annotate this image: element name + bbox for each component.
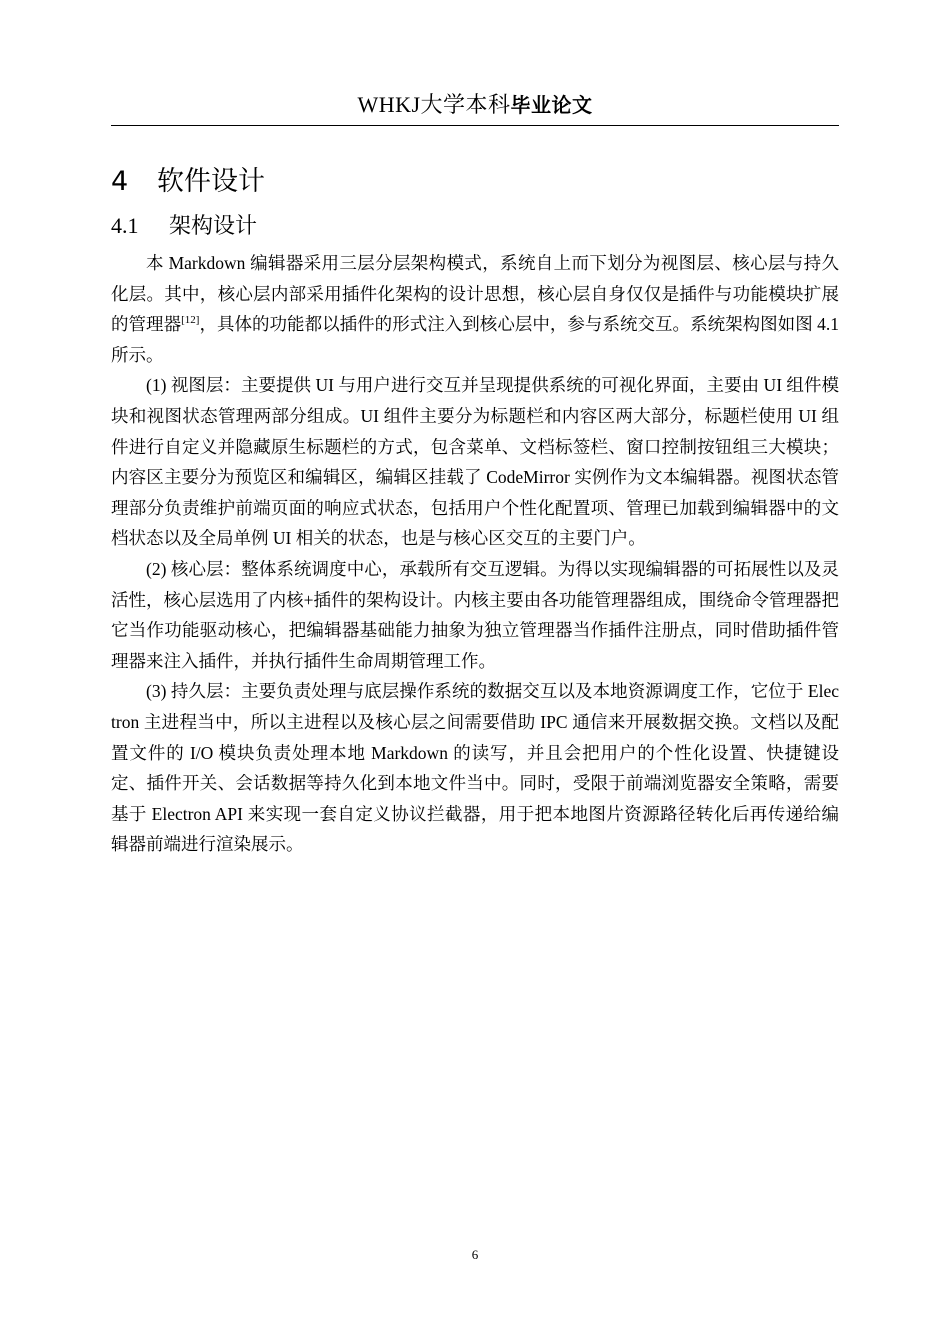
citation-reference: [12]	[181, 314, 200, 327]
paragraph-intro-text: 本 Markdown 编辑器采用三层分层架构模式，系统自上而下划分为视图层、核心层与持久化层。其中，核心层内部采用插件化架构的设计思想，核心层自身仅仅是插件与功能模块扩展的管理器	[111, 253, 839, 335]
chapter-title: 软件设计	[157, 166, 265, 197]
paragraph-persistence-layer: (3) 持久层：主要负责处理与底层操作系统的数据交互以及本地资源调度工作，它位于 Electron 主进程当中，所以主进程以及核心层之间需要借助 IPC 通信来开展数据交换。文档以及配置文件的 I/O 模块负责处理本地 Markdown 的读写，并且会把用户的个性化设置、快捷键设定、插件开关、会话数据等持久化到本地文件当中。同时，受限于前端浏览器安全策略，需要基于 Electron API 来实现一套自定义协议拦截器，用于把本地图片资源路径转化后再传递给编辑器前端进行渲染展示。	[111, 681, 839, 855]
paragraph-intro	[111, 248, 839, 370]
paragraph-view-layer: (1) 视图层：主要提供 UI 与用户进行交互并呈现提供系统的可视化界面，主要由 UI 组件模块和视图状态管理两部分组成。UI 组件主要分为标题栏和内容区两大部分，标题栏使用 UI 组件进行自定义并隐藏原生标题栏的方式，包含菜单、文档标签栏、窗口控制按钮组三大模块；内容区主要分为预览区和编辑区，编辑区挂载了 CodeMirror 实例作为文本编辑器。视图状态管理部分负责维护前端页面的响应式状态，包括用户个性化配置项、管理已加载到编辑器中的文档状态以及全局单例 UI 相关的状态，也是与核心区交互的主要门户。	[111, 375, 839, 549]
page-number: 6	[471, 1247, 479, 1262]
page-header	[111, 90, 839, 120]
chapter-number: 4	[111, 166, 129, 197]
section-title: 架构设计	[169, 214, 258, 239]
body-text	[111, 248, 839, 860]
header-rule	[111, 125, 839, 126]
section-number: 4.1	[111, 213, 139, 238]
section-heading	[111, 209, 257, 244]
paragraph-core-layer: (2) 核心层：整体系统调度中心，承载所有交互逻辑。为得以实现编辑器的可拓展性以及灵活性，核心层选用了内核+插件的架构设计。内核主要由各功能管理器组成，围绕命令管理器把它当作功能驱动核心，把编辑器基础能力抽象为独立管理器当作插件注册点，同时借助插件管理器来注入插件，并执行插件生命周期管理工作。	[111, 558, 839, 671]
header-title-prefix: WHKJ大学本科	[357, 92, 511, 117]
header-title-suffix: 毕业论文	[510, 93, 593, 117]
paragraph-intro-text-end: ，具体的功能都以插件的形式注入到核心层中，参与系统交互。系统架构图如图 4.1 所示。	[111, 314, 840, 365]
chapter-heading	[111, 164, 265, 200]
